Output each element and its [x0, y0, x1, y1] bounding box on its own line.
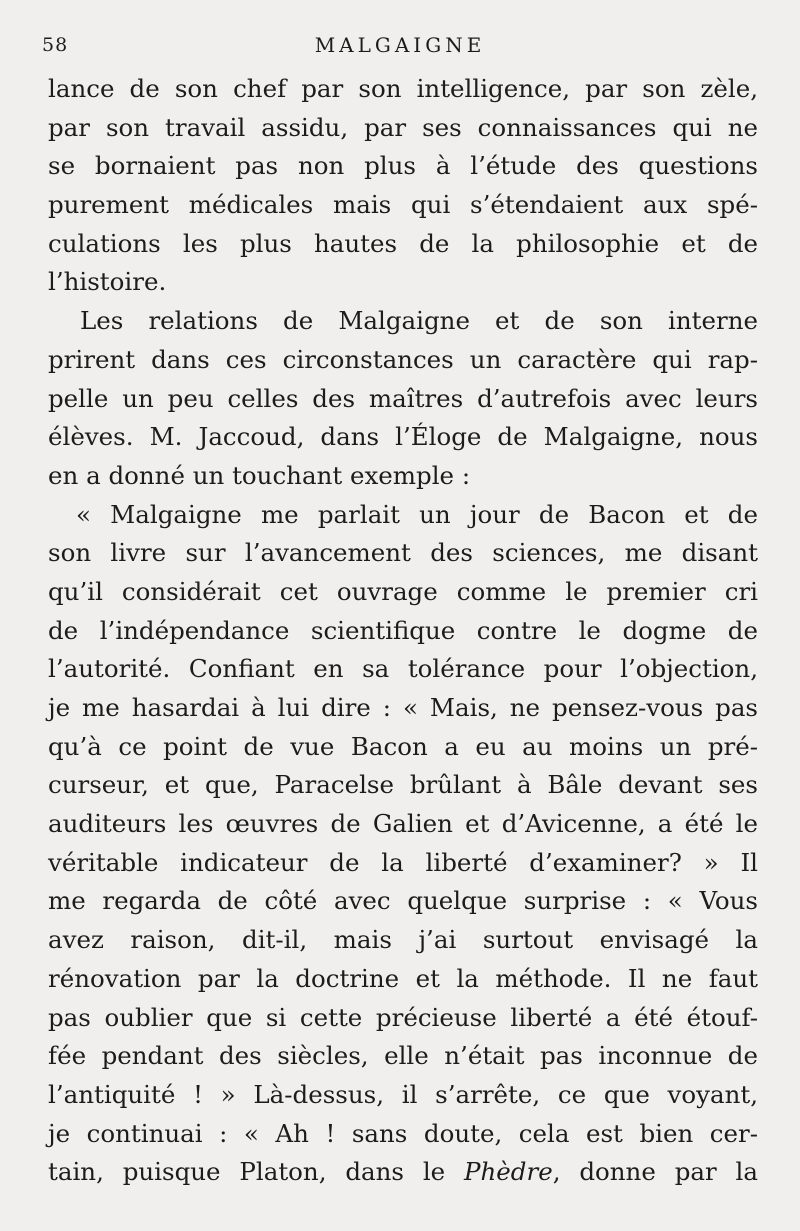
text-line: de l’indépendance scientifique contre le dogme de: [48, 615, 758, 645]
text-line: par son travail assidu, par ses connaissances qui ne: [48, 112, 758, 142]
text-line: en a donné un touchant exemple :: [48, 460, 471, 490]
text-line: auditeurs les œuvres de Galien et d’Avicenne, a été le: [48, 809, 758, 839]
text-line: je continuai : « Ah ! sans doute, cela est bien cer-: [48, 1118, 758, 1148]
text-line: pas oublier que si cette précieuse liberté a été étouf-: [48, 1002, 758, 1032]
text-line: l’antiquité ! » Là-dessus, il s’arrête, ce que voyant,: [48, 1079, 758, 1109]
text-line: l’histoire.: [48, 267, 167, 297]
book-title-italic: Phèdre: [464, 1157, 553, 1187]
running-head: MALGAIGNE: [314, 33, 486, 57]
body-text: [48, 70, 758, 1192]
text-line: culations les plus hautes de la philosophie et de: [48, 228, 758, 258]
text-line: je me hasardai à lui dire : « Mais, ne pensez-vous pas: [48, 693, 758, 722]
text-line: l’autorité. Confiant en sa tolérance pour l’objection,: [48, 654, 758, 684]
text-line: lance de son chef par son intelligence, par son zèle,: [48, 74, 758, 103]
text-line: curseur, et que, Paracelse brûlant à Bâle devant ses: [48, 770, 758, 800]
text-line: son livre sur l’avancement des sciences, me disant: [48, 538, 758, 568]
text-line: me regarda de côté avec quelque surprise : « Vous: [48, 886, 758, 916]
text-line: pelle un peu celles des maîtres d’autrefois avec leurs: [48, 383, 758, 413]
text-line: prirent dans ces circonstances un caractère qui rap-: [48, 344, 758, 374]
text-segment: tain, puisque Platon, dans le: [48, 1157, 465, 1187]
text-line: qu’à ce point de vue Bacon a eu au moins un pré-: [48, 731, 758, 761]
text-line-last: [48, 1153, 758, 1192]
paragraph-start-line: Les relations de Malgaigne et de son interne: [80, 306, 758, 336]
text-segment: , donne par la: [552, 1157, 758, 1187]
text-line: fée pendant des siècles, elle n’était pas inconnue de: [48, 1041, 758, 1071]
quote-start-line: « Malgaigne me parlait un jour de Bacon et de: [76, 499, 758, 529]
text-line: rénovation par la doctrine et la méthode. Il ne faut: [48, 963, 758, 993]
text-line: avez raison, dit-il, mais j’ai surtout envisagé la: [48, 925, 758, 955]
text-line: qu’il considérait cet ouvrage comme le premier cri: [48, 576, 758, 606]
page-number: 58: [42, 34, 69, 56]
text-line: se bornaient pas non plus à l’étude des questions: [48, 151, 758, 181]
text-line: véritable indicateur de la liberté d’examiner? » Il: [48, 847, 758, 877]
text-line: élèves. M. Jaccoud, dans l’Éloge de Malgaigne, nous: [48, 422, 758, 452]
text-line: purement médicales mais qui s’étendaient aux spé-: [48, 190, 758, 220]
